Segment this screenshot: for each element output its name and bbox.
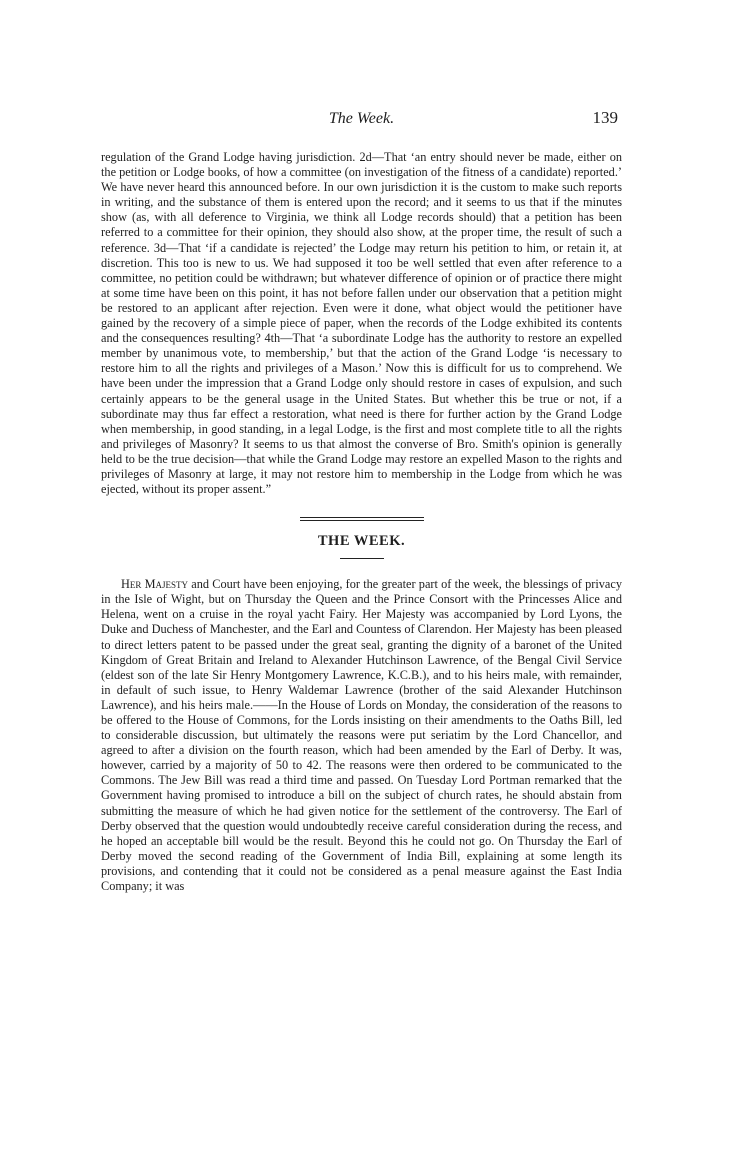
- running-head: [101, 110, 622, 150]
- lead-words: Her Majesty: [121, 577, 189, 592]
- title-underline: [340, 558, 384, 559]
- section-title: THE WEEK.: [317, 533, 406, 550]
- page: [101, 0, 622, 894]
- section-divider: [300, 517, 424, 521]
- paragraph-text: and Court have been enjoying, for the greater part of the week, the blessings of privacy in the Isle of Wight, but on Thursday the Queen and the Prince Consort with the Princesses Alice and Helena, went on a cruise in the royal yacht Fairy. Her Majesty was accompanied by Lord Lyons, the Duke and Duchess of Manchester, and the Earl and Countess of Clarendon. Her Majesty has been pleased to direct letters patent to be passed under the great seal, granting the dignity of a baronet of the United Kingdom of Great Britain and Ireland to Alexander Hutchinson Lawrence, of the Bengal Civil Service (eldest son of the late Sir Henry Montgomery Lawrence, K.C.B.), and to his heirs male, with remainder, in default of such issue, to Henry Waldemar Lawrence (brother of the said Alexander Hutchinson Lawrence), and his heirs male.——In the House of Lords on Monday, the consideration of the reasons to be offered to the House of Commons, for the Lords insisting on their amendments to the Oaths Bill, led to considerable discussion, but ultimately the reasons were put seriatim by the Lord Chancellor, and agreed to after a division on the fourth reason, which had been amended by the Earl of Derby. It was, however, carried by a majority of 50 to 42. The reasons were then ordered to be communicated to the Commons. The Jew Bill was read a third time and passed. On Tuesday Lord Portman remarked that the Government having promised to introduce a bill on the subject of church rates, he should abstain from submitting the measure of which he had given notice for the settlement of the controversy. The Earl of Derby observed that the question would undoubtedly receive careful consideration during the recess, and he hoped an acceptable bill would be the result. Beyond this he could not go. On Thursday the Earl of Derby moved the second reading of the Government of India Bill, explaining at some length its provisions, and contending that it could not be considered as a penal measure against the East India Company; it was: [101, 577, 622, 894]
- page-number: 139: [592, 108, 618, 127]
- section-body: [101, 577, 622, 894]
- section-paragraph: [101, 577, 622, 894]
- continued-article-text: regulation of the Grand Lodge having jurisdiction. 2d—That ‘an entry should never be made, either on the petition or Lodge books, of how a committee (on investigation of the fitness of a candidate) reported.’ We have never heard this announced before. In our own jurisdiction it is the custom to make such reports in writing, and the substance of them is entered upon the record; and it seems to us that if the minutes show (as, with all deference to Virginia, we think all Lodge records should) that a petition has been referred to a committee for their opinion, they should also show, at the proper time, the result of such a reference. 3d—That ‘if a candidate is rejected’ the Lodge may return his petition to him, or retain it, at discretion. This too is new to us. We had supposed it too be well settled that even after reference to a committee, no petition could be withdrawn; but whatever difference of opinion or of practice there might at some time have been on this point, it has not before fallen under our observation that a petition might be restored to an applicant after rejection. Even were it done, what object would the petitioner have gained by the recovery of a simple piece of paper, when the records of the Lodge exhibited its contents and the consequences resulting? 4th—That ‘a subordinate Lodge has the authority to restore an expelled member by unanimous vote, to membership,’ but that the action of the Grand Lodge ‘is necessary to restore him to all the rights and privileges of a Mason.’ Now this is difficult for us to comprehend. We have been under the impression that a Grand Lodge only should restore in cases of expulsion, and such certainly appears to be the general usage in the United States. But whether this be true or not, if a subordinate may thus far effect a restoration, what need is there for further action by the Grand Lodge when membership, in good standing, in a legal Lodge, is the first and most complete title to all the rights and privileges of Masonry? It seems to us that almost the converse of Bro. Smith's opinion is generally held to be the true decision—that while the Grand Lodge may restore an expelled Mason to the rights and privileges of Masonry at large, it may not restore him to membership in the Lodge from which he was ejected, without its proper assent.”: [101, 150, 622, 497]
- running-title: The Week.: [328, 110, 395, 127]
